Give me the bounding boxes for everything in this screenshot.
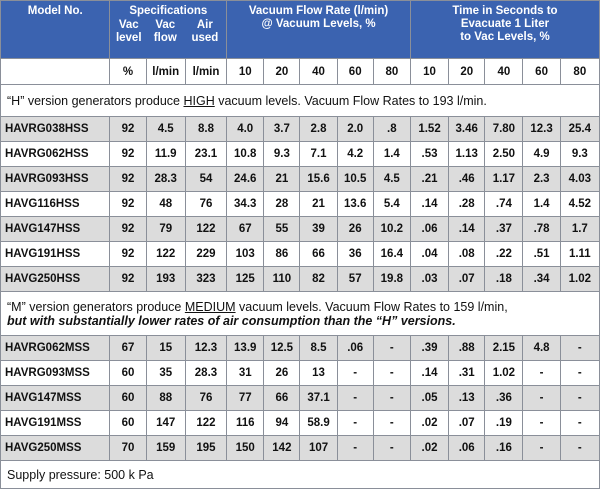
value-cell: 92	[110, 142, 146, 167]
value-cell: 86	[264, 242, 300, 267]
value-cell: 94	[264, 411, 300, 436]
model-cell: HAVRG093MSS	[1, 361, 110, 386]
value-cell: .04	[410, 242, 448, 267]
value-cell: 10.2	[373, 217, 410, 242]
value-cell: 12.3	[185, 336, 226, 361]
value-cell: 19.8	[373, 267, 410, 292]
table-row	[1, 436, 600, 461]
value-cell: 103	[227, 242, 264, 267]
m-rows	[1, 336, 600, 461]
value-cell: 10.5	[337, 167, 373, 192]
value-cell: .39	[410, 336, 448, 361]
value-cell: .19	[485, 411, 523, 436]
value-cell: 122	[185, 217, 226, 242]
value-cell: 8.8	[185, 117, 226, 142]
value-cell: 70	[110, 436, 146, 461]
supply-pressure: Supply pressure: 500 k Pa	[1, 461, 600, 489]
value-cell: 88	[146, 386, 185, 411]
value-cell: 323	[185, 267, 226, 292]
m-version-note: “M” version generators produce MEDIUM vacuum levels. Vacuum Flow Rates to 159 l/min, but with substantially lower rates of air consumption than the “H” versions.	[1, 292, 600, 336]
value-cell: .36	[485, 386, 523, 411]
model-header: Model No.	[1, 1, 110, 59]
value-cell: 67	[227, 217, 264, 242]
value-cell: .13	[449, 386, 485, 411]
time-title-1: Time in Seconds to	[452, 5, 558, 17]
value-cell: 2.15	[485, 336, 523, 361]
high-emphasis: HIGH	[183, 93, 215, 108]
value-cell: 31	[227, 361, 264, 386]
value-cell: -	[523, 436, 560, 461]
value-cell: -	[373, 436, 410, 461]
value-cell: 4.9	[523, 142, 560, 167]
value-cell: .8	[373, 117, 410, 142]
value-cell: 2.50	[485, 142, 523, 167]
value-cell: 35	[146, 361, 185, 386]
value-cell: 28.3	[185, 361, 226, 386]
value-cell: 12.5	[264, 336, 300, 361]
value-cell: .06	[410, 217, 448, 242]
value-cell: -	[373, 336, 410, 361]
level-cell: 20	[264, 59, 300, 85]
value-cell: 57	[337, 267, 373, 292]
value-cell: .37	[485, 217, 523, 242]
value-cell: 1.02	[560, 267, 599, 292]
value-cell: 16.4	[373, 242, 410, 267]
air-used-header: Air used	[191, 19, 219, 44]
model-cell: HAVG191MSS	[1, 411, 110, 436]
value-cell: 60	[110, 386, 146, 411]
value-cell: .03	[410, 267, 448, 292]
value-cell: -	[337, 436, 373, 461]
table-row	[1, 217, 600, 242]
value-cell: 26	[264, 361, 300, 386]
value-cell: 122	[185, 411, 226, 436]
value-cell: .14	[410, 361, 448, 386]
value-cell: 21	[300, 192, 337, 217]
value-cell: -	[560, 436, 599, 461]
model-cell: HAVG250HSS	[1, 267, 110, 292]
value-cell: .88	[449, 336, 485, 361]
value-cell: 11.9	[146, 142, 185, 167]
value-cell: 4.0	[227, 117, 264, 142]
units-row	[1, 59, 600, 85]
value-cell: 60	[110, 361, 146, 386]
value-cell: 23.1	[185, 142, 226, 167]
vac-flow-header: Vac flow	[153, 19, 177, 44]
value-cell: -	[560, 411, 599, 436]
value-cell: 116	[227, 411, 264, 436]
value-cell: .07	[449, 411, 485, 436]
specifications-header	[110, 1, 227, 59]
value-cell: 1.4	[523, 192, 560, 217]
value-cell: -	[337, 361, 373, 386]
value-cell: 77	[227, 386, 264, 411]
value-cell: 76	[185, 386, 226, 411]
table-row	[1, 142, 600, 167]
value-cell: 4.52	[560, 192, 599, 217]
value-cell: -	[523, 361, 560, 386]
flow-rate-title: Vacuum Flow Rate (l/min)	[248, 5, 389, 17]
value-cell: 13.9	[227, 336, 264, 361]
table-row	[1, 192, 600, 217]
value-cell: 2.3	[523, 167, 560, 192]
value-cell: 39	[300, 217, 337, 242]
value-cell: 4.03	[560, 167, 599, 192]
model-cell: HAVG250MSS	[1, 436, 110, 461]
value-cell: .51	[523, 242, 560, 267]
value-cell: -	[523, 411, 560, 436]
value-cell: -	[373, 411, 410, 436]
value-cell: 15	[146, 336, 185, 361]
value-cell: 66	[264, 386, 300, 411]
value-cell: 58.9	[300, 411, 337, 436]
model-cell: HAVG147MSS	[1, 386, 110, 411]
value-cell: -	[337, 386, 373, 411]
value-cell: 12.3	[523, 117, 560, 142]
model-cell: HAVRG062HSS	[1, 142, 110, 167]
time-title-3: to Vac Levels, %	[460, 31, 550, 43]
value-cell: 4.5	[146, 117, 185, 142]
value-cell: .14	[410, 192, 448, 217]
value-cell: 1.13	[449, 142, 485, 167]
unit-pct: %	[110, 59, 146, 85]
table-row	[1, 267, 600, 292]
value-cell: 34.3	[227, 192, 264, 217]
table-row	[1, 361, 600, 386]
value-cell: -	[523, 386, 560, 411]
value-cell: 195	[185, 436, 226, 461]
value-cell: .74	[485, 192, 523, 217]
value-cell: .16	[485, 436, 523, 461]
table-row	[1, 386, 600, 411]
value-cell: 1.4	[373, 142, 410, 167]
value-cell: 7.80	[485, 117, 523, 142]
model-cell: HAVRG038HSS	[1, 117, 110, 142]
value-cell: 21	[264, 167, 300, 192]
value-cell: 15.6	[300, 167, 337, 192]
value-cell: 4.5	[373, 167, 410, 192]
value-cell: 125	[227, 267, 264, 292]
value-cell: 92	[110, 267, 146, 292]
value-cell: 67	[110, 336, 146, 361]
value-cell: 8.5	[300, 336, 337, 361]
value-cell: 5.4	[373, 192, 410, 217]
value-cell: .06	[337, 336, 373, 361]
value-cell: 10.8	[227, 142, 264, 167]
units-blank	[1, 59, 110, 85]
value-cell: 92	[110, 167, 146, 192]
value-cell: 4.2	[337, 142, 373, 167]
table-row	[1, 336, 600, 361]
value-cell: 147	[146, 411, 185, 436]
value-cell: .18	[485, 267, 523, 292]
value-cell: -	[560, 361, 599, 386]
model-cell: HAVRG093HSS	[1, 167, 110, 192]
value-cell: 1.7	[560, 217, 599, 242]
value-cell: .53	[410, 142, 448, 167]
model-cell: HAVG191HSS	[1, 242, 110, 267]
model-cell: HAVG147HSS	[1, 217, 110, 242]
value-cell: .31	[449, 361, 485, 386]
value-cell: 1.11	[560, 242, 599, 267]
value-cell: .28	[449, 192, 485, 217]
value-cell: 66	[300, 242, 337, 267]
unit-lmin-flow: l/min	[146, 59, 185, 85]
table-row	[1, 117, 600, 142]
value-cell: -	[373, 361, 410, 386]
value-cell: .46	[449, 167, 485, 192]
value-cell: 36	[337, 242, 373, 267]
medium-emphasis: MEDIUM	[184, 299, 236, 314]
value-cell: .05	[410, 386, 448, 411]
value-cell: 76	[185, 192, 226, 217]
value-cell: -	[560, 386, 599, 411]
value-cell: 3.46	[449, 117, 485, 142]
value-cell: 92	[110, 192, 146, 217]
value-cell: 122	[146, 242, 185, 267]
value-cell: 193	[146, 267, 185, 292]
value-cell: 1.17	[485, 167, 523, 192]
value-cell: 13	[300, 361, 337, 386]
time-header	[410, 1, 599, 59]
value-cell: 4.8	[523, 336, 560, 361]
value-cell: 159	[146, 436, 185, 461]
h-rows	[1, 117, 600, 292]
m-version-note-emphasis: but with substantially lower rates of air consumption than the “H” versions.	[7, 313, 456, 328]
value-cell: .06	[449, 436, 485, 461]
value-cell: 150	[227, 436, 264, 461]
value-cell: .02	[410, 436, 448, 461]
h-version-note: “H” version generators produce HIGH vacuum levels. Vacuum Flow Rates to 193 l/min.	[1, 85, 600, 117]
vac-level-header: Vac level	[115, 19, 142, 44]
value-cell: 28	[264, 192, 300, 217]
value-cell: -	[373, 386, 410, 411]
value-cell: 9.3	[560, 142, 599, 167]
value-cell: 92	[110, 117, 146, 142]
value-cell: 2.0	[337, 117, 373, 142]
level-cell: 80	[373, 59, 410, 85]
value-cell: -	[337, 411, 373, 436]
value-cell: 37.1	[300, 386, 337, 411]
level-cell: 80	[560, 59, 599, 85]
value-cell: 92	[110, 242, 146, 267]
value-cell: 7.1	[300, 142, 337, 167]
value-cell: 3.7	[264, 117, 300, 142]
level-cell: 40	[300, 59, 337, 85]
value-cell: 60	[110, 411, 146, 436]
unit-lmin-air: l/min	[185, 59, 226, 85]
value-cell: 9.3	[264, 142, 300, 167]
value-cell: 28.3	[146, 167, 185, 192]
value-cell: 55	[264, 217, 300, 242]
level-cell: 40	[485, 59, 523, 85]
table-row	[1, 411, 600, 436]
spec-title: Specifications	[129, 5, 208, 17]
value-cell: 2.8	[300, 117, 337, 142]
flow-rate-header	[227, 1, 411, 59]
value-cell: 92	[110, 217, 146, 242]
value-cell: 54	[185, 167, 226, 192]
value-cell: 48	[146, 192, 185, 217]
value-cell: 1.52	[410, 117, 448, 142]
value-cell: 1.02	[485, 361, 523, 386]
value-cell: .22	[485, 242, 523, 267]
level-cell: 20	[449, 59, 485, 85]
level-cell: 10	[227, 59, 264, 85]
table-row	[1, 242, 600, 267]
table-row	[1, 167, 600, 192]
time-title-2: Evacuate 1 Liter	[460, 18, 550, 30]
value-cell: 26	[337, 217, 373, 242]
value-cell: 229	[185, 242, 226, 267]
value-cell: .78	[523, 217, 560, 242]
value-cell: .02	[410, 411, 448, 436]
value-cell: 107	[300, 436, 337, 461]
value-cell: .21	[410, 167, 448, 192]
level-cell: 10	[410, 59, 448, 85]
value-cell: .08	[449, 242, 485, 267]
value-cell: .34	[523, 267, 560, 292]
value-cell: 79	[146, 217, 185, 242]
value-cell: 25.4	[560, 117, 599, 142]
flow-rate-subtitle: @ Vacuum Levels, %	[261, 18, 376, 30]
model-cell: HAVRG062MSS	[1, 336, 110, 361]
value-cell: .14	[449, 217, 485, 242]
value-cell: 24.6	[227, 167, 264, 192]
value-cell: -	[560, 336, 599, 361]
level-cell: 60	[337, 59, 373, 85]
value-cell: 142	[264, 436, 300, 461]
value-cell: 110	[264, 267, 300, 292]
value-cell: 82	[300, 267, 337, 292]
value-cell: .07	[449, 267, 485, 292]
level-cell: 60	[523, 59, 560, 85]
model-cell: HAVG116HSS	[1, 192, 110, 217]
value-cell: 13.6	[337, 192, 373, 217]
